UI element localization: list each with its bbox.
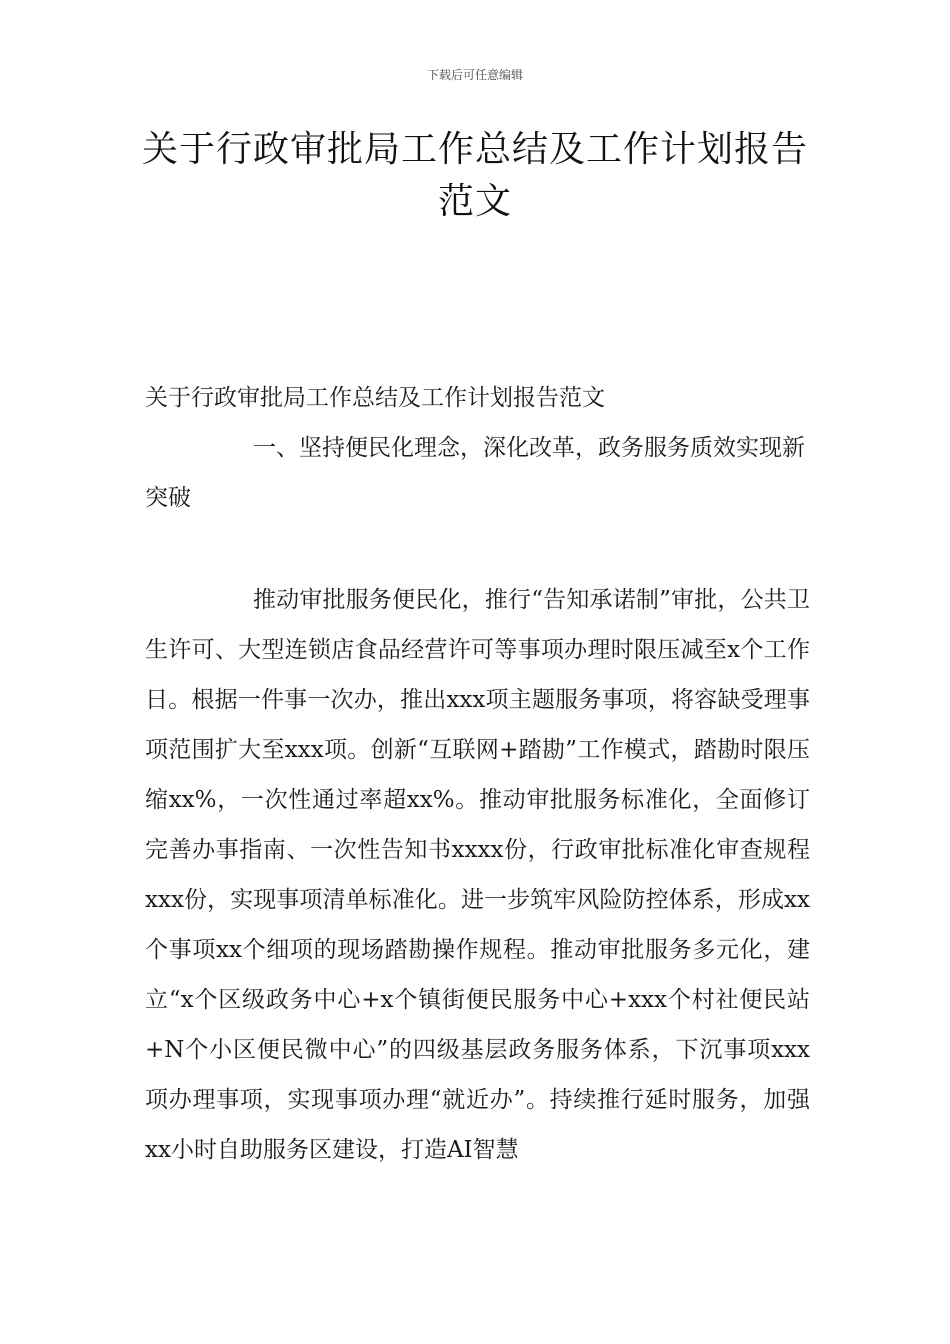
- document-subtitle: 关于行政审批局工作总结及工作计划报告范文: [145, 385, 605, 411]
- section-heading: 一、坚持便民化理念，深化改革，政务服务质效实现新突破: [145, 435, 805, 511]
- document-title: 关于行政审批局工作总结及工作计划报告范文: [141, 129, 808, 222]
- header-note: 下载后可任意编辑: [426, 68, 523, 82]
- body-paragraph: 推动审批服务便民化，推行“告知承诺制”审批，公共卫生许可、大型连锁店食品经营许可等事项办理时限压减至x个工作日。根据一件事一次办，推出xxx项主题服务事项，将容缺受理事项范围扩大至xxx项。创新“互联网+踏勘”工作模式，踏勘时限压缩xx%，一次性通过率超xx%。推动审批服务标准化，全面修订完善办事指南、一次性告知书xxxx份，行政审批标准化审查规程xxx份，实现事项清单标准化。进一步筑牢风险防控体系，形成xx个事项xx个细项的现场踏勘操作规程。推动审批服务多元化，建立“x个区级政务中心+x个镇街便民服务中心+xxx个村社便民站+N个小区便民微中心”的四级基层政务服务体系，下沉事项xxx项办理事项，实现事项办理“就近办”。持续推行延时服务，加强xx小时自助服务区建设，打造AI智慧: [145, 587, 810, 1163]
